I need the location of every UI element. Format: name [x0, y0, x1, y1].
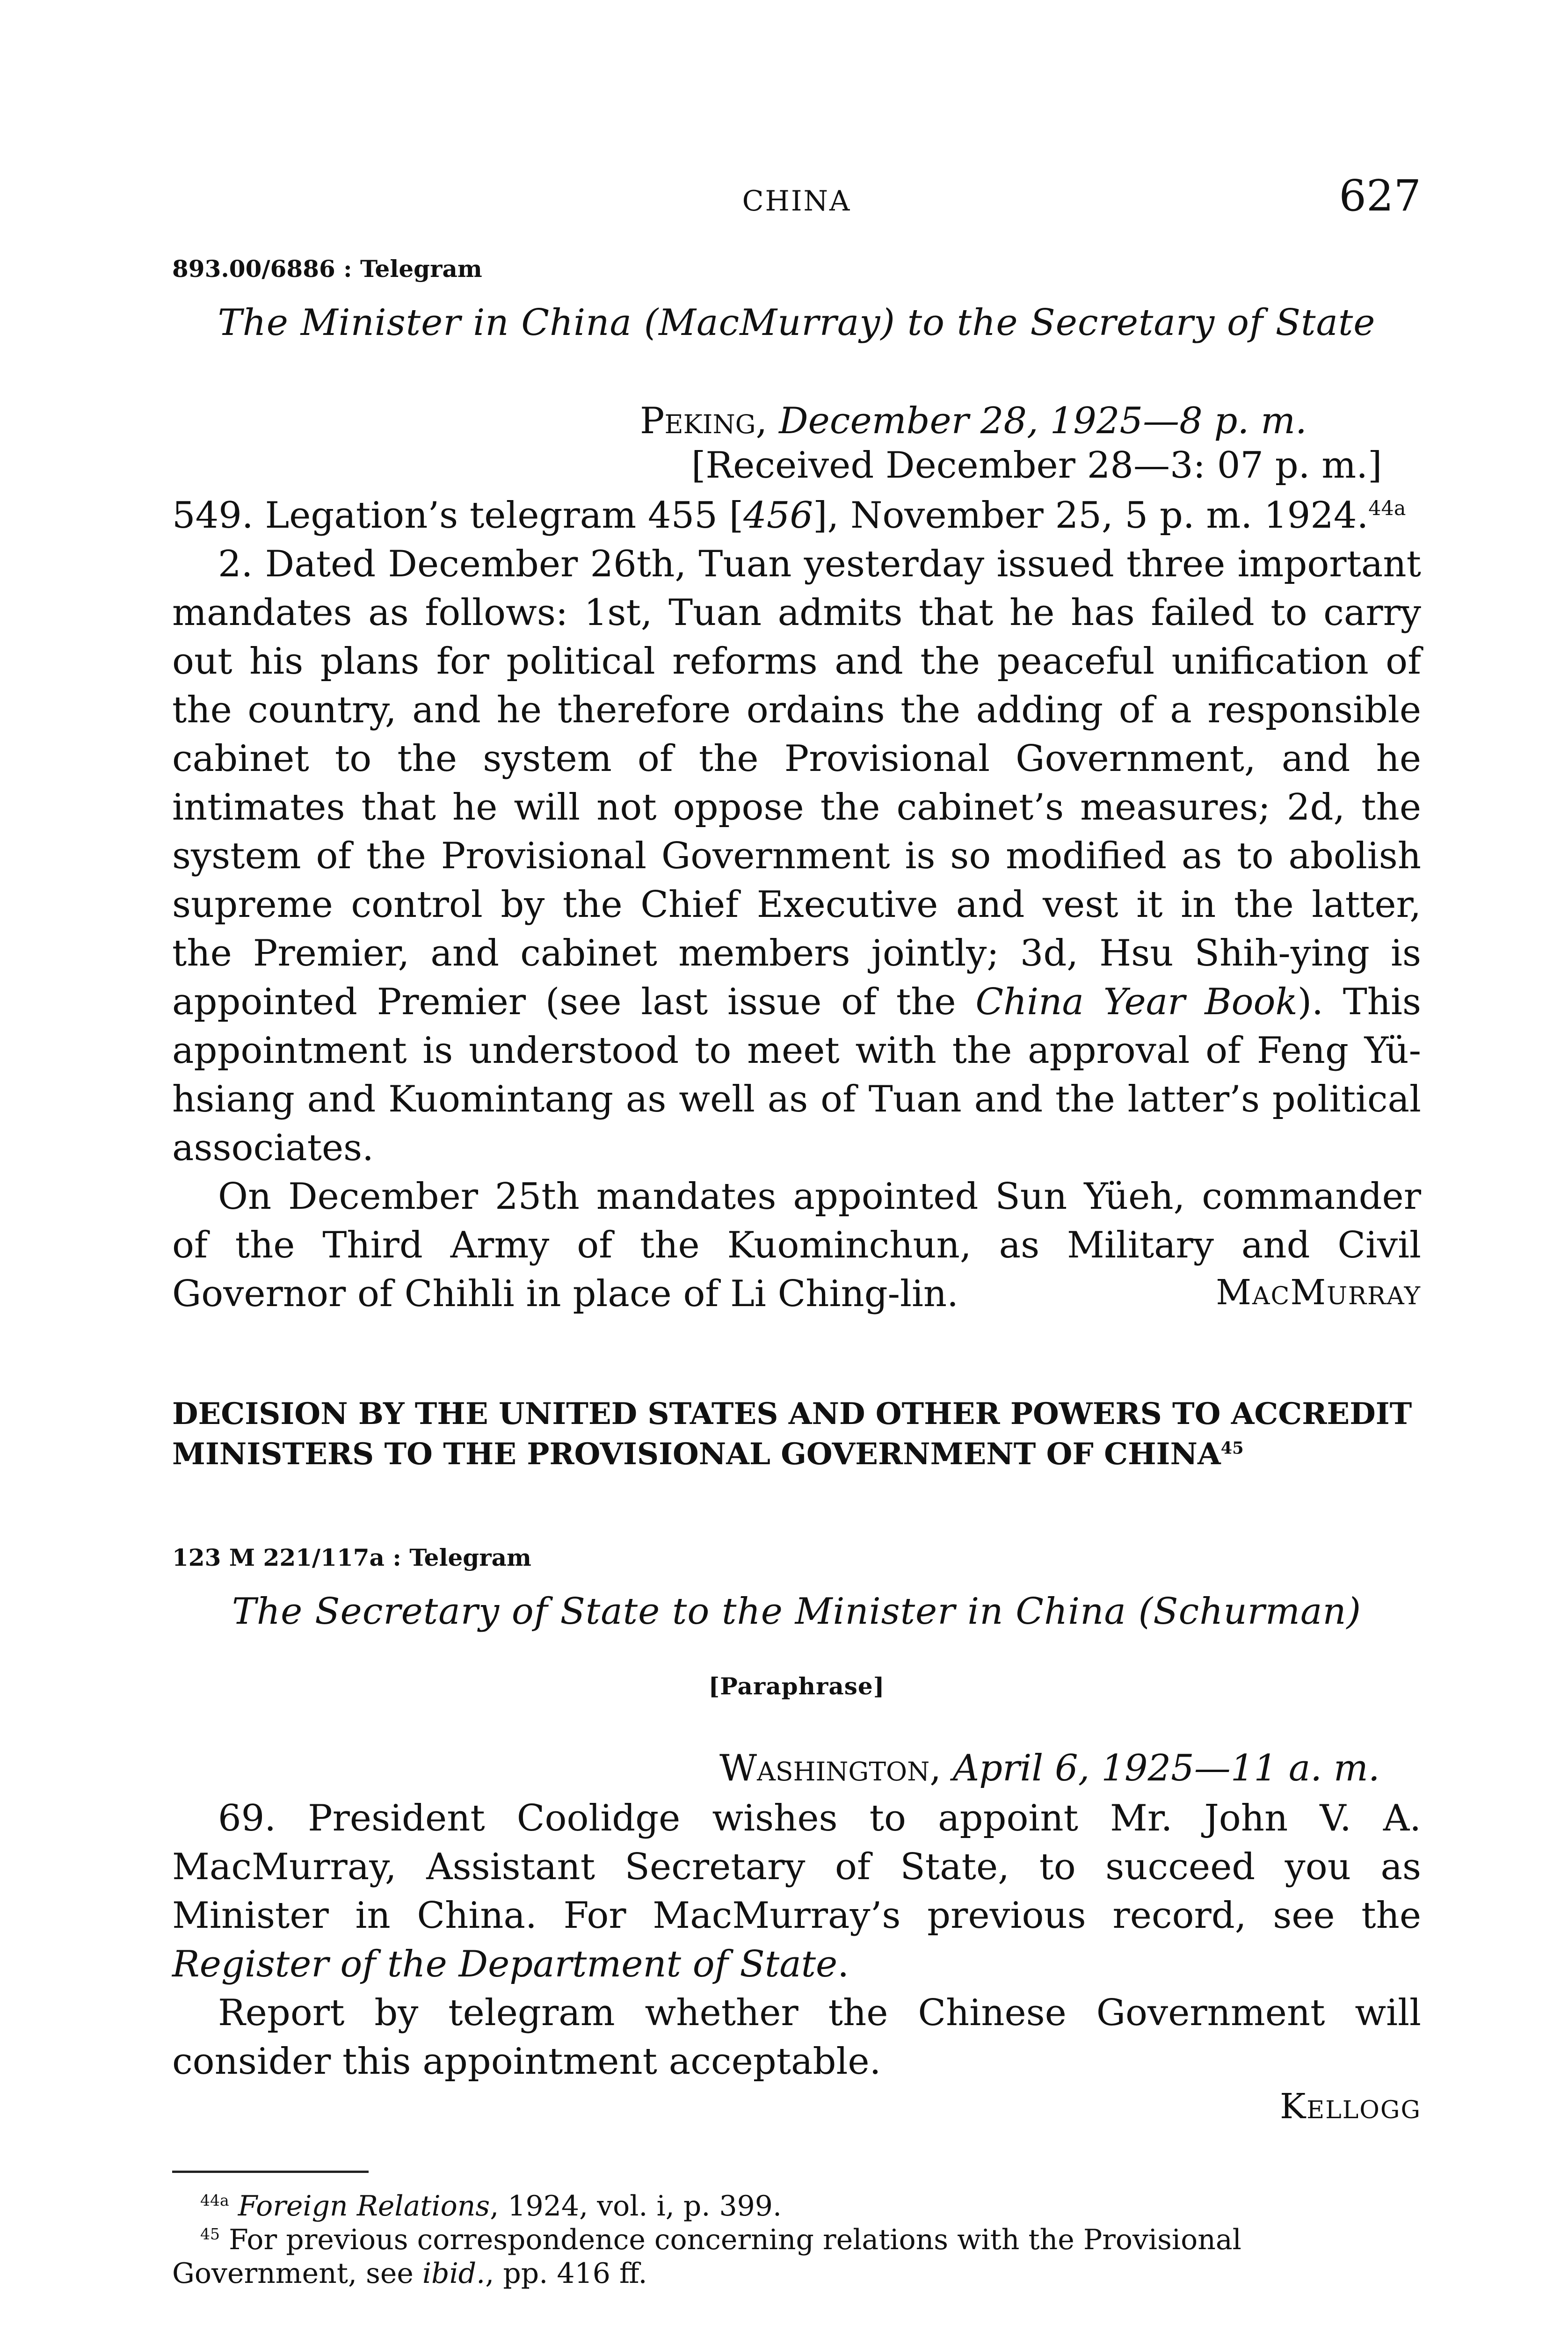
- file-reference: 893.00/6886 : Telegram: [172, 255, 482, 283]
- text: 2. Dated December 26th, Tuan yesterday issued three important mandates as follows: 1st, Tuan admits that he has failed to carry out his plans for political reforms and the peaceful unification of the country, and he therefore ordains the adding of a responsible cabinet to the system of the Provisional Government, and he intimates that he will not oppose the cabinet’s measures; 2d, the system of the Provisional Government is so modified as to abolish supreme control by the Chief Executive and vest it in the latter, the Premier, and cabinet members jointly; 3d, Hsu Shih-ying is appointed Premier (see last issue of the: [172, 543, 1421, 1023]
- document-body: [172, 1794, 1421, 2086]
- book-title: China Year Book: [975, 981, 1298, 1023]
- text: 549. Legation’s telegram 455 [: [172, 494, 744, 537]
- text: 456: [743, 494, 813, 537]
- text: DECISION BY THE UNITED STATES AND OTHER POWERS TO ACCREDIT MINISTERS TO THE PROVISIONAL GOVERNMENT OF CHINA: [172, 1396, 1412, 1472]
- paragraph: [172, 1794, 1421, 1989]
- header-title: CHINA: [742, 185, 851, 218]
- footnote: [172, 2189, 1421, 2223]
- running-header: [172, 171, 1421, 221]
- book-title: Register of the Department of State: [172, 1943, 838, 1985]
- footnotes: [172, 2189, 1421, 2290]
- page-number: 627: [1339, 171, 1421, 221]
- received-line: [Received December 28—3: 07 p. m.]: [691, 444, 1382, 487]
- paragraph-549: [172, 491, 1421, 540]
- text: ibid.: [422, 2257, 486, 2290]
- place-date: December 28, 1925—8 p. m.: [779, 400, 1307, 442]
- signature: MacMurray: [1216, 1272, 1421, 1313]
- footnote-rule: [172, 2171, 369, 2173]
- paragraph: [172, 540, 1421, 1172]
- footnote: [172, 2223, 1421, 2290]
- signature: Kellogg: [1279, 2086, 1421, 2127]
- section-title: [172, 1394, 1421, 1475]
- document-heading: The Minister in China (MacMurray) to the Secretary of State: [218, 302, 1376, 344]
- footnote-marker: 44a: [1368, 497, 1406, 520]
- place-city: Peking,: [640, 400, 768, 442]
- place-date-line: [719, 1747, 1421, 1789]
- paragraph: On December 25th mandates appointed Sun Yüeh, commander of the Third Army of the Kuominchun, as Military and Civil Governor of Chihli in place of Li Ching-lin.: [172, 1176, 1421, 1315]
- text: 69. President Coolidge wishes to appoint Mr. John V. A. MacMurray, Assistant Secretary of State, to succeed you as Minister in China. For MacMurray’s previous record, see the: [172, 1797, 1421, 1937]
- place-date: April 6, 1925—11 a. m.: [952, 1747, 1380, 1789]
- document-heading: The Secretary of State to the Minister in China (Schurman): [232, 1591, 1362, 1633]
- text: For previous correspondence concerning relations with the Provisional Government, see: [172, 2223, 1241, 2290]
- paraphrase-label: [Paraphrase]: [708, 1672, 885, 1700]
- text: Foreign Relations: [238, 2190, 490, 2223]
- footnote-marker: 45: [1220, 1438, 1244, 1458]
- paragraph: Report by telegram whether the Chinese Government will consider this appointment acceptable.: [172, 1992, 1421, 2083]
- file-reference: 123 M 221/117a : Telegram: [172, 1544, 531, 1571]
- text: ). This appointment is understood to meet with the approval of Feng Yü-hsiang and Kuomintang as well as of Tuan and the latter’s political associates.: [172, 981, 1421, 1169]
- text: ], November 25, 5 p. m. 1924.: [813, 494, 1369, 537]
- document-page: [172, 0, 1421, 2339]
- document-body: [172, 491, 1421, 1318]
- footnote-marker: 45: [200, 2225, 220, 2243]
- text: , pp. 416 ff.: [485, 2257, 647, 2290]
- text: .: [837, 1943, 849, 1985]
- text: , 1924, vol. i, p. 399.: [490, 2190, 782, 2223]
- place-city: Washington,: [719, 1747, 942, 1789]
- place-date-line: [640, 400, 1421, 442]
- footnote-marker: 44a: [200, 2191, 229, 2209]
